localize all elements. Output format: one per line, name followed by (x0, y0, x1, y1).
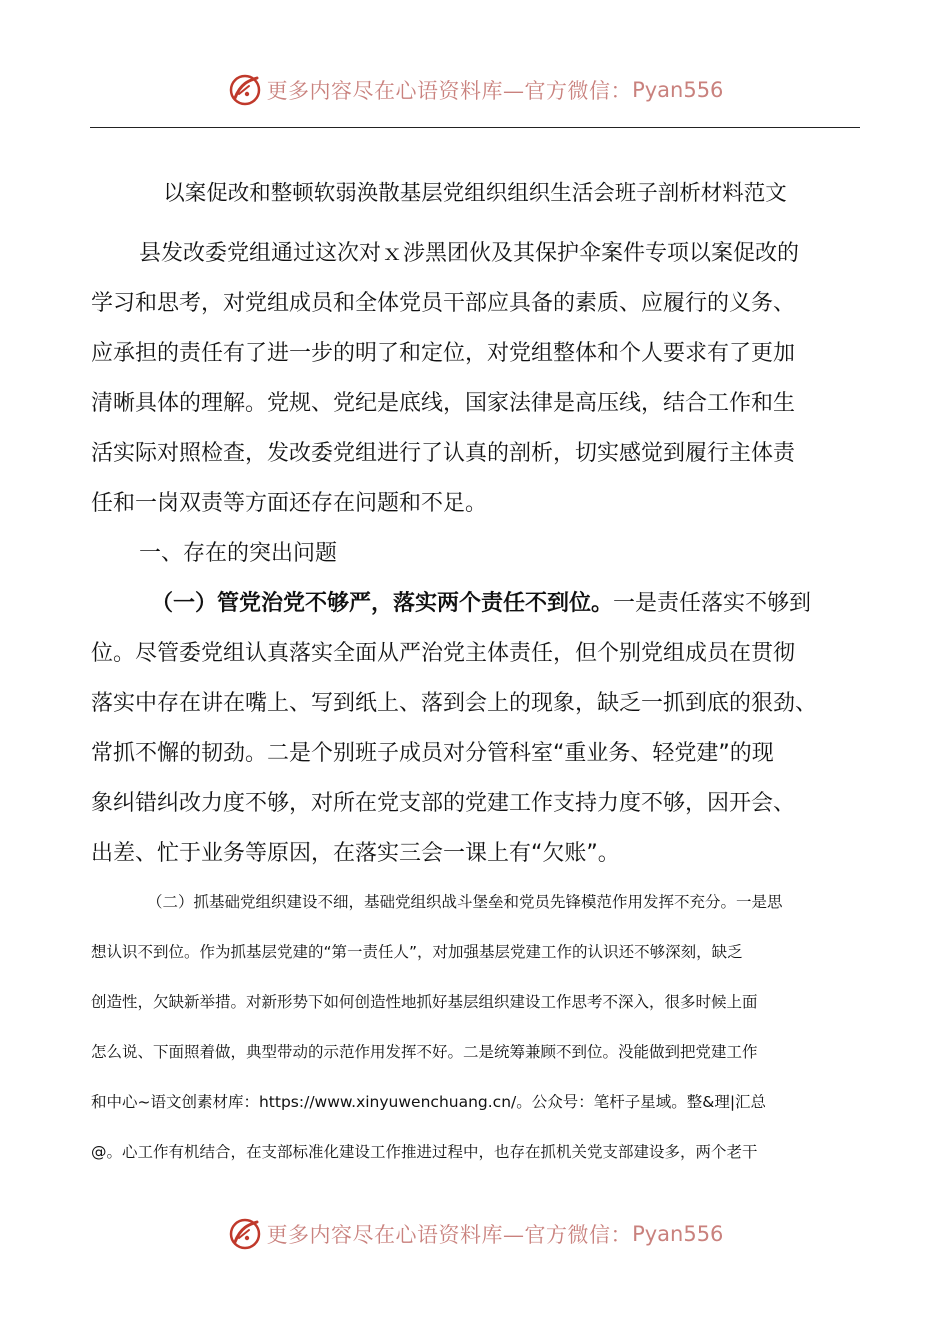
watermark-wechat: Pyan556 (632, 1222, 724, 1246)
watermark-wechat: Pyan556 (632, 78, 724, 102)
watermark-header (0, 70, 950, 110)
intro-paragraph (91, 229, 861, 879)
small-line: 想认识不到位。作为抓基层党建的“第一责任人”，对加强基层党建工作的认识还不够深刻，缺乏 (91, 943, 743, 961)
subsection-heading: （一）管党治党不够严，落实两个责任不到位。 (151, 591, 614, 616)
watermark-text: 更多内容尽在心语资料库—官方微信： (266, 1223, 633, 1247)
intro-line: 应承担的责任有了进一步的明了和定位，对党组整体和个人要求有了更加 (91, 341, 796, 366)
logo-icon (227, 1216, 263, 1252)
intro-line: 县发改委党组通过这次对ｘ涉黑团伙及其保护伞案件专项以案促改的 (139, 241, 800, 266)
small-line: 怎么说、下面照着做，典型带动的示范作用发挥不好。二是统筹兼顾不到位。没能做到把党建工作 (91, 1043, 758, 1061)
watermark-footer (0, 1214, 950, 1254)
watermark-text: 更多内容尽在心语资料库—官方微信： (266, 79, 633, 103)
header-divider (90, 127, 860, 128)
small-line: 创造性，欠缺新举措。对新形势下如何创造性地抓好基层组织建设工作思考不深入，很多时候上面 (91, 993, 758, 1011)
subsection-text: 一是责任落实不够到 (613, 591, 812, 616)
section-heading: 一、存在的突出问题 (139, 541, 338, 566)
subsection-line: 常抓不懈的韧劲。二是个别班子成员对分管科室“重业务、轻党建”的现 (91, 741, 774, 766)
subsection-line: 象纠错纠改力度不够，对所在党支部的党建工作支持力度不够，因开会、 (91, 791, 796, 816)
small-line: （二）抓基础党组织建设不细，基础党组织战斗堡垒和党员先锋模范作用发挥不充分。一是思 (147, 893, 783, 911)
small-line: 和中心~语文创素材库：https://www.xinyuwenchuang.cn/。公众号：笔杆子星域。整&理|汇总 (91, 1093, 767, 1111)
intro-line: 学习和思考，对党组成员和全体党员干部应具备的素质、应履行的义务、 (91, 291, 796, 316)
intro-line: 任和一岗双责等方面还存在问题和不足。 (91, 491, 488, 516)
intro-line: 活实际对照检查，发改委党组进行了认真的剖析，切实感觉到履行主体责 (91, 441, 796, 466)
subsection-line: 出差、忙于业务等原因，在落实三会一课上有“欠账”。 (91, 841, 620, 866)
logo-icon (227, 72, 263, 108)
subsection-first-line (91, 579, 861, 629)
subsection-2-paragraph (91, 877, 861, 1177)
subsection-line: 落实中存在讲在嘴上、写到纸上、落到会上的现象，缺乏一抓到底的狠劲、 (91, 691, 818, 716)
small-line: @。心工作有机结合，在支部标准化建设工作推进过程中，也存在抓机关党支部建设多，两个老干 (91, 1143, 758, 1161)
subsection-line: 位。尽管委党组认真落实全面从严治党主体责任，但个别党组成员在贯彻 (91, 641, 796, 666)
intro-line: 清晰具体的理解。党规、党纪是底线，国家法律是高压线，结合工作和生 (91, 391, 796, 416)
document-title: 以案促改和整顿软弱涣散基层党组织组织生活会班子剖析材料范文 (163, 181, 787, 206)
